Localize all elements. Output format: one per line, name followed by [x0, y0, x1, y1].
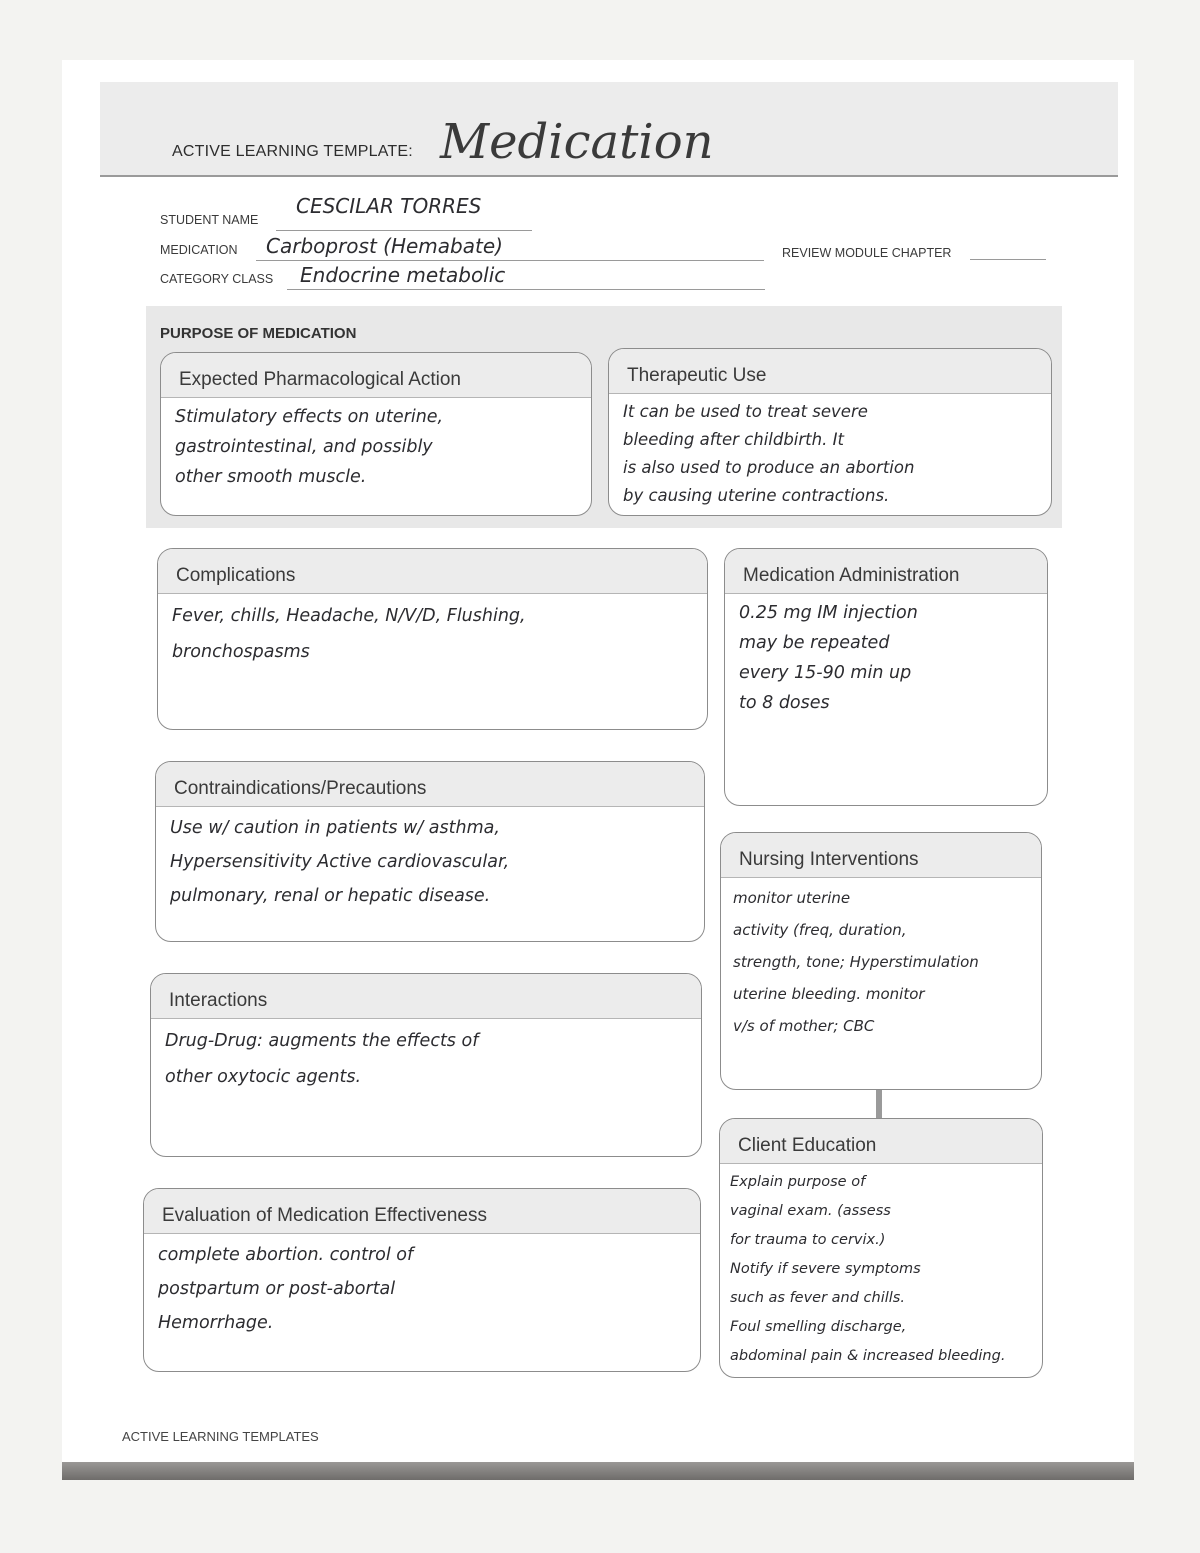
review-module-line[interactable]: [970, 259, 1046, 260]
review-module-label: REVIEW MODULE CHAPTER: [782, 246, 952, 260]
complications-text[interactable]: Fever, chills, Headache, N/V/D, Flushing, bronchospasms: [172, 606, 526, 662]
client-education-text[interactable]: Explain purpose of vaginal exam. (assess for trauma to cervix.) Notify if severe symptoms such as fever and chills. Foul smelling discharge, abdominal pain & increased bleeding.: [730, 1174, 1006, 1364]
category-class-label: CATEGORY CLASS: [160, 272, 274, 286]
template-title: Medication: [440, 114, 714, 170]
contraindications-box: [155, 761, 705, 942]
category-class-line: [287, 289, 765, 290]
client-education-box: [719, 1118, 1043, 1378]
medication-value[interactable]: Carboprost (Hemabate): [266, 234, 503, 258]
complications-box: [157, 548, 708, 730]
purpose-section-title: PURPOSE OF MEDICATION: [160, 325, 357, 342]
nursing-interventions-box: [720, 832, 1042, 1090]
category-class-value[interactable]: Endocrine metabolic: [300, 263, 506, 287]
therapeutic-use-title: Therapeutic Use: [609, 349, 1051, 394]
complications-title: Complications: [158, 549, 707, 594]
administration-title: Medication Administration: [725, 549, 1047, 594]
medication-label: MEDICATION: [160, 243, 238, 257]
expected-action-box: [160, 352, 592, 516]
student-name-value[interactable]: CESCILAR TORRES: [296, 194, 482, 218]
student-name-line: [276, 230, 532, 231]
expected-action-text[interactable]: Stimulatory effects on uterine, gastrointestinal, and possibly other smooth muscle.: [175, 407, 444, 487]
expected-action-title: Expected Pharmacological Action: [161, 353, 591, 398]
administration-box: [724, 548, 1048, 806]
nursing-interventions-title: Nursing Interventions: [721, 833, 1041, 878]
student-name-label: STUDENT NAME: [160, 213, 259, 227]
client-education-title: Client Education: [720, 1119, 1042, 1164]
evaluation-title: Evaluation of Medication Effectiveness: [144, 1189, 700, 1234]
interactions-title: Interactions: [151, 974, 701, 1019]
therapeutic-use-text[interactable]: It can be used to treat severe bleeding after childbirth. It is also used to produce an abortion by causing uterine contractions.: [623, 402, 915, 505]
evaluation-text[interactable]: complete abortion. control of postpartum or post-abortal Hemorrhage.: [158, 1245, 414, 1333]
medication-line: [256, 260, 764, 261]
interactions-text[interactable]: Drug-Drug: augments the effects of other oxytocic agents.: [165, 1031, 479, 1087]
evaluation-box: [143, 1188, 701, 1372]
template-label: ACTIVE LEARNING TEMPLATE:: [172, 143, 413, 160]
contraindications-title: Contraindications/Precautions: [156, 762, 704, 807]
nursing-interventions-text[interactable]: monitor uterine activity (freq, duration, strength, tone; Hyperstimulation uterine bleeding. monitor v/s of mother; CBC: [733, 889, 979, 1035]
contraindications-text[interactable]: Use w/ caution in patients w/ asthma, Hypersensitivity Active cardiovascular, pulmonary, renal or hepatic disease.: [170, 818, 510, 906]
administration-text[interactable]: 0.25 mg IM injection may be repeated every 15-90 min up to 8 doses: [739, 603, 918, 713]
interactions-box: [150, 973, 702, 1157]
footer-label: ACTIVE LEARNING TEMPLATES: [122, 1429, 319, 1444]
therapeutic-use-box: [608, 348, 1052, 516]
paper-edge: [62, 1462, 1134, 1480]
box-connector: [876, 1090, 882, 1118]
